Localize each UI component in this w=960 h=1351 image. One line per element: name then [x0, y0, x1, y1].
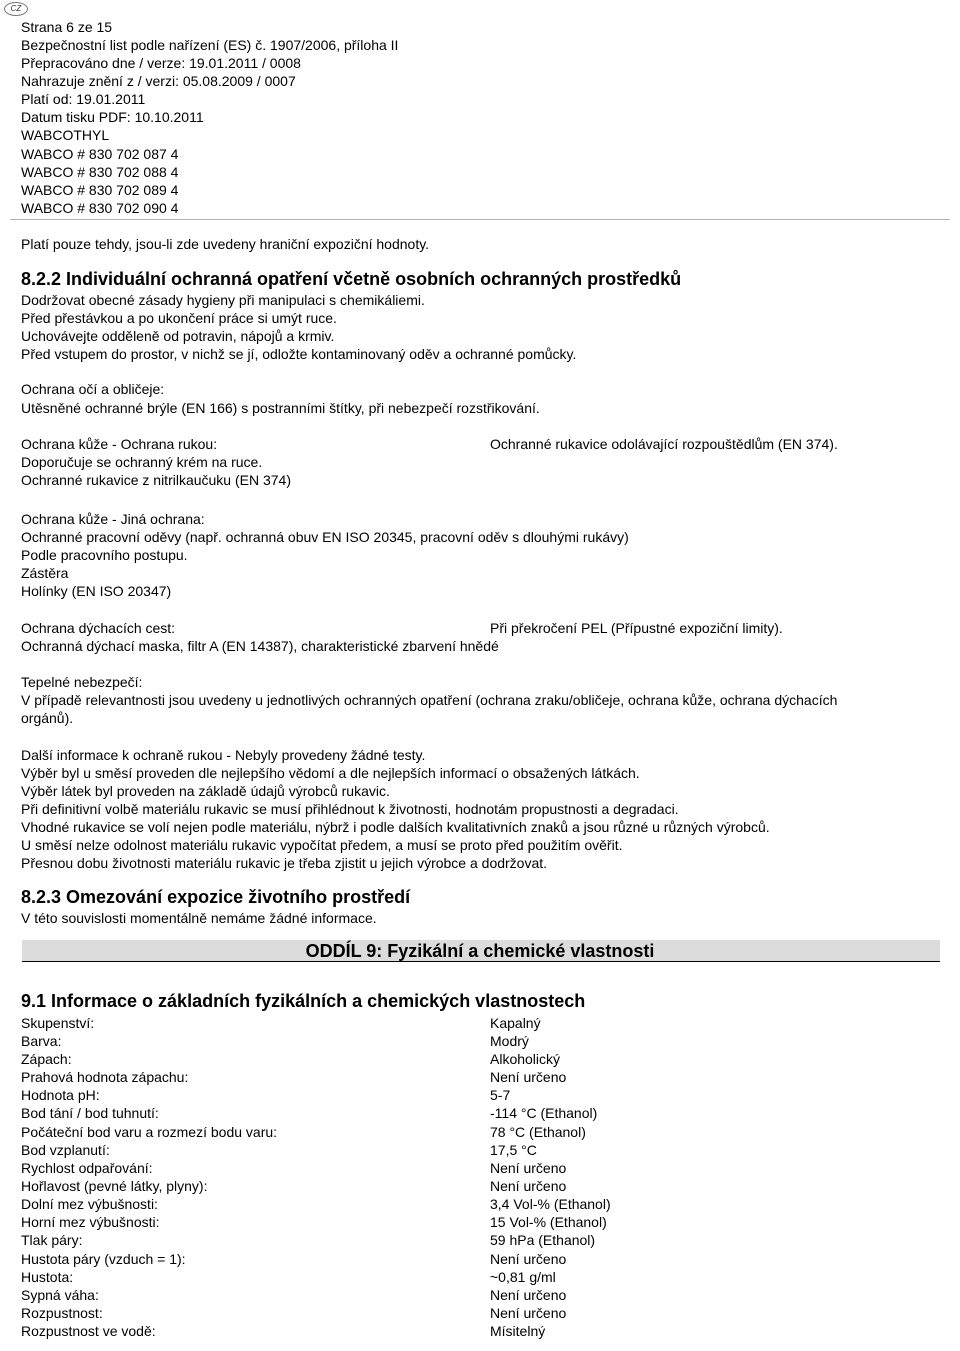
table-row [0, 1014, 960, 1032]
property-label: Sypná váha: [21, 1287, 99, 1303]
country-badge: CZ [4, 2, 28, 16]
text-line: Doporučuje se ochranný krém na ruce. [21, 454, 263, 470]
property-value: 15 Vol-% (Ethanol) [490, 1214, 607, 1230]
property-label: Počáteční bod varu a rozmezí bodu varu: [21, 1124, 278, 1140]
table-row [0, 1231, 960, 1249]
property-label: Rozpustnost: [21, 1305, 103, 1321]
property-value: 3,4 Vol-% (Ethanol) [490, 1196, 611, 1212]
property-value: 5-7 [490, 1087, 511, 1103]
text-line: Přesnou dobu životnosti materiálu rukavic je třeba zjistit u jejich výrobce a dodržovat. [21, 855, 548, 871]
property-value: 59 hPa (Ethanol) [490, 1232, 596, 1248]
text-line: Ochranné pracovní oděvy (např. ochranná obuv EN ISO 20345, pracovní oděv s dlouhými rukávy) [21, 529, 629, 545]
text-line: Výběr látek byl proveden na základě údajů výrobců rukavic. [21, 783, 390, 799]
property-value: Není určeno [490, 1160, 567, 1176]
property-value: 17,5 °C [490, 1142, 537, 1158]
property-value: Mísitelný [490, 1323, 546, 1339]
text-line: Před vstupem do prostor, v nichž se jí, odložte kontaminovaný oděv a ochranné pomůcky. [21, 346, 577, 362]
header-line: WABCOTHYL [21, 127, 110, 143]
eye-protection-text: Utěsněné ochranné brýle (EN 166) s postranními štítky, při nebezpečí rozstřikování. [21, 400, 540, 416]
table-row [0, 1159, 960, 1177]
text-line: orgánů). [21, 710, 74, 726]
section-8-2-2-title: 8.2.2 Individuální ochranná opatření včetně osobních ochranných prostředků [21, 269, 682, 289]
table-row [0, 1141, 960, 1159]
text-line: Před přestávkou a po ukončení práce si umýt ruce. [21, 310, 337, 326]
property-label: Zápach: [21, 1051, 72, 1067]
property-label: Hodnota pH: [21, 1087, 100, 1103]
table-row [0, 1322, 960, 1340]
header-line: WABCO # 830 702 088 4 [21, 164, 179, 180]
thermal-hazard-label: Tepelné nebezpečí: [21, 674, 143, 690]
header-line: WABCO # 830 702 090 4 [21, 200, 179, 216]
text-line: Uchovávejte odděleně od potravin, nápojů a krmiv. [21, 328, 335, 344]
text-line: Při definitivní volbě materiálu rukavic se musí přihlédnout k životnosti, hodnotám propustnosti a degradaci. [21, 801, 679, 817]
property-label: Skupenství: [21, 1015, 95, 1031]
table-row [0, 1068, 960, 1086]
intro-note: Platí pouze tehdy, jsou-li zde uvedeny hraniční expoziční hodnoty. [21, 236, 430, 252]
text-line: Vhodné rukavice se volí nejen podle materiálu, nýbrž i podle dalších kvalitativních znaků a jsou různé u různých výrobců. [21, 819, 770, 835]
property-label: Hustota páry (vzduch = 1): [21, 1251, 186, 1267]
hand-protection-value: Ochranné rukavice odolávající rozpouštědlům (EN 374). [490, 436, 838, 452]
respiratory-label: Ochrana dýchacích cest: [21, 620, 176, 636]
property-label: Bod vzplanutí: [21, 1142, 110, 1158]
text-line: Zástěra [21, 565, 69, 581]
eye-protection-label: Ochrana očí a obličeje: [21, 381, 165, 397]
header-divider [10, 219, 950, 220]
property-label: Rozpustnost ve vodě: [21, 1323, 156, 1339]
property-label: Hustota: [21, 1269, 74, 1285]
text-line: Dodržovat obecné zásady hygieny při manipulaci s chemikáliemi. [21, 292, 425, 308]
table-row [0, 1050, 960, 1068]
header-line: Nahrazuje znění z / verzi: 05.08.2009 / 0007 [21, 73, 296, 89]
text-line: Další informace k ochraně rukou - Nebyly provedeny žádné testy. [21, 747, 426, 763]
property-value: Není určeno [490, 1305, 567, 1321]
table-row [0, 1286, 960, 1304]
table-row [0, 1177, 960, 1195]
property-label: Barva: [21, 1033, 62, 1049]
property-value: Není určeno [490, 1069, 567, 1085]
property-value: 78 °C (Ethanol) [490, 1124, 586, 1140]
property-label: Tlak páry: [21, 1232, 83, 1248]
table-row [0, 1123, 960, 1141]
property-label: Hořlavost (pevné látky, plyny): [21, 1178, 208, 1194]
property-value: Není určeno [490, 1287, 567, 1303]
text-line: Výběr byl u směsí proveden dle nejlepšího vědomí a dle nejlepších informací o obsažených látkách. [21, 765, 640, 781]
text-line: Podle pracovního postupu. [21, 547, 188, 563]
property-label: Bod tání / bod tuhnutí: [21, 1105, 159, 1121]
property-value: Není určeno [490, 1178, 567, 1194]
header-line: WABCO # 830 702 089 4 [21, 182, 179, 198]
table-row [0, 1250, 960, 1268]
table-row [0, 1213, 960, 1231]
text-line: Ochranná dýchací maska, filtr A (EN 14387), charakteristické zbarvení hnědé [21, 638, 499, 654]
section-9-1-title: 9.1 Informace o základních fyzikálních a chemických vlastnostech [21, 991, 586, 1011]
table-row [0, 1304, 960, 1322]
header-line: Bezpečnostní list podle nařízení (ES) č. 1907/2006, příloha II [21, 37, 399, 53]
property-value: Není určeno [490, 1251, 567, 1267]
header-line: WABCO # 830 702 087 4 [21, 146, 179, 162]
text-line: V této souvislosti momentálně nemáme žádné informace. [21, 910, 377, 926]
table-row [0, 1032, 960, 1050]
text-line: V případě relevantnosti jsou uvedeny u jednotlivých ochranných opatření (ochrana zraku/obličeje, ochrana kůže, ochrana dýchacích [21, 692, 838, 708]
text-line: U směsí nelze odolnost materiálu rukavic vypočítat předem, a musí se proto před použitím ověřit. [21, 837, 623, 853]
hand-protection-label: Ochrana kůže - Ochrana rukou: [21, 436, 218, 452]
header-line: Strana 6 ze 15 [21, 19, 113, 35]
skin-protection-label: Ochrana kůže - Jiná ochrana: [21, 511, 205, 527]
table-row [0, 1086, 960, 1104]
property-value: -114 °C (Ethanol) [490, 1105, 598, 1121]
text-line: Holínky (EN ISO 20347) [21, 583, 172, 599]
property-label: Dolní mez výbušnosti: [21, 1196, 158, 1212]
property-value: Kapalný [490, 1015, 541, 1031]
property-label: Horní mez výbušnosti: [21, 1214, 160, 1230]
table-row [0, 1268, 960, 1286]
section-9-title: ODDÍL 9: Fyzikální a chemické vlastnosti [305, 941, 655, 961]
text-line: Ochranné rukavice z nitrilkaučuku (EN 374) [21, 472, 292, 488]
property-label: Prahová hodnota zápachu: [21, 1069, 189, 1085]
property-value: ~0,81 g/ml [490, 1269, 556, 1285]
property-value: Alkoholický [490, 1051, 561, 1067]
table-row [0, 1195, 960, 1213]
property-value: Modrý [490, 1033, 529, 1049]
header-line: Datum tisku PDF: 10.10.2011 [21, 109, 204, 125]
respiratory-value: Při překročení PEL (Přípustné expoziční limity). [490, 620, 783, 636]
table-row [0, 1104, 960, 1122]
section-8-2-3-title: 8.2.3 Omezování expozice životního prostředí [21, 887, 411, 907]
property-label: Rychlost odpařování: [21, 1160, 153, 1176]
header-line: Platí od: 19.01.2011 [21, 91, 146, 107]
header-line: Přepracováno dne / verze: 19.01.2011 / 0008 [21, 55, 301, 71]
